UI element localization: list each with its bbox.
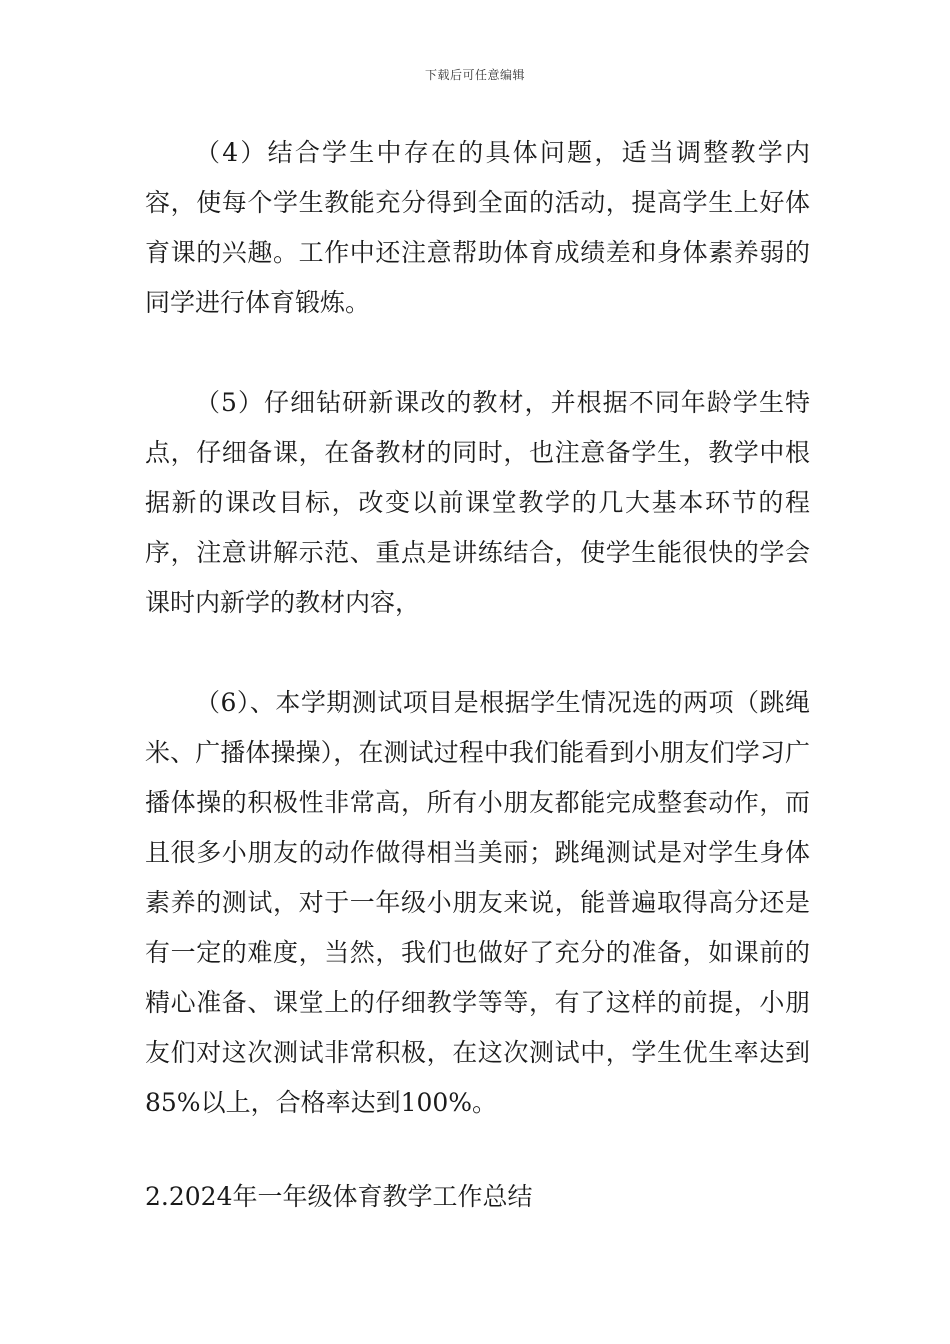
paragraph-6: （6）、本学期测试项目是根据学生情况选的两项（跳绳米、广播体操操），在测试过程中我们能看到小朋友们学习广播体操的积极性非常高，所有小朋友都能完成整套动作，而且很多小朋友的动作做得相当美丽；跳绳测试是对学生身体素养的测试，对于一年级小朋友来说，能普遍取得高分还是有一定的难度，当然，我们也做好了充分的准备，如课前的精心准备、课堂上的仔细教学等等，有了这样的前提，小朋友们对这次测试非常积极，在这次测试中，学生优生率达到85%以上，合格率达到100%。 xyxy=(145,688,810,1117)
document-body xyxy=(145,128,810,1128)
paragraph-5: （5）仔细钻研新课改的教材，并根据不同年龄学生特点，仔细备课，在备教材的同时，也注意备学生，教学中根据新的课改目标，改变以前课堂教学的几大基本环节的程序，注意讲解示范、重点是讲练结合，使学生能很快的学会课时内新学的教材内容， xyxy=(145,388,810,617)
paragraph-4: （4）结合学生中存在的具体问题，适当调整教学内容，使每个学生教能充分得到全面的活动，提高学生上好体育课的兴趣。工作中还注意帮助体育成绩差和身体素养弱的同学进行体育锻炼。 xyxy=(145,138,810,317)
section-heading: 2.2024年一年级体育教学工作总结 xyxy=(145,1182,533,1211)
page-header: 下载后可任意编辑 xyxy=(424,68,525,82)
